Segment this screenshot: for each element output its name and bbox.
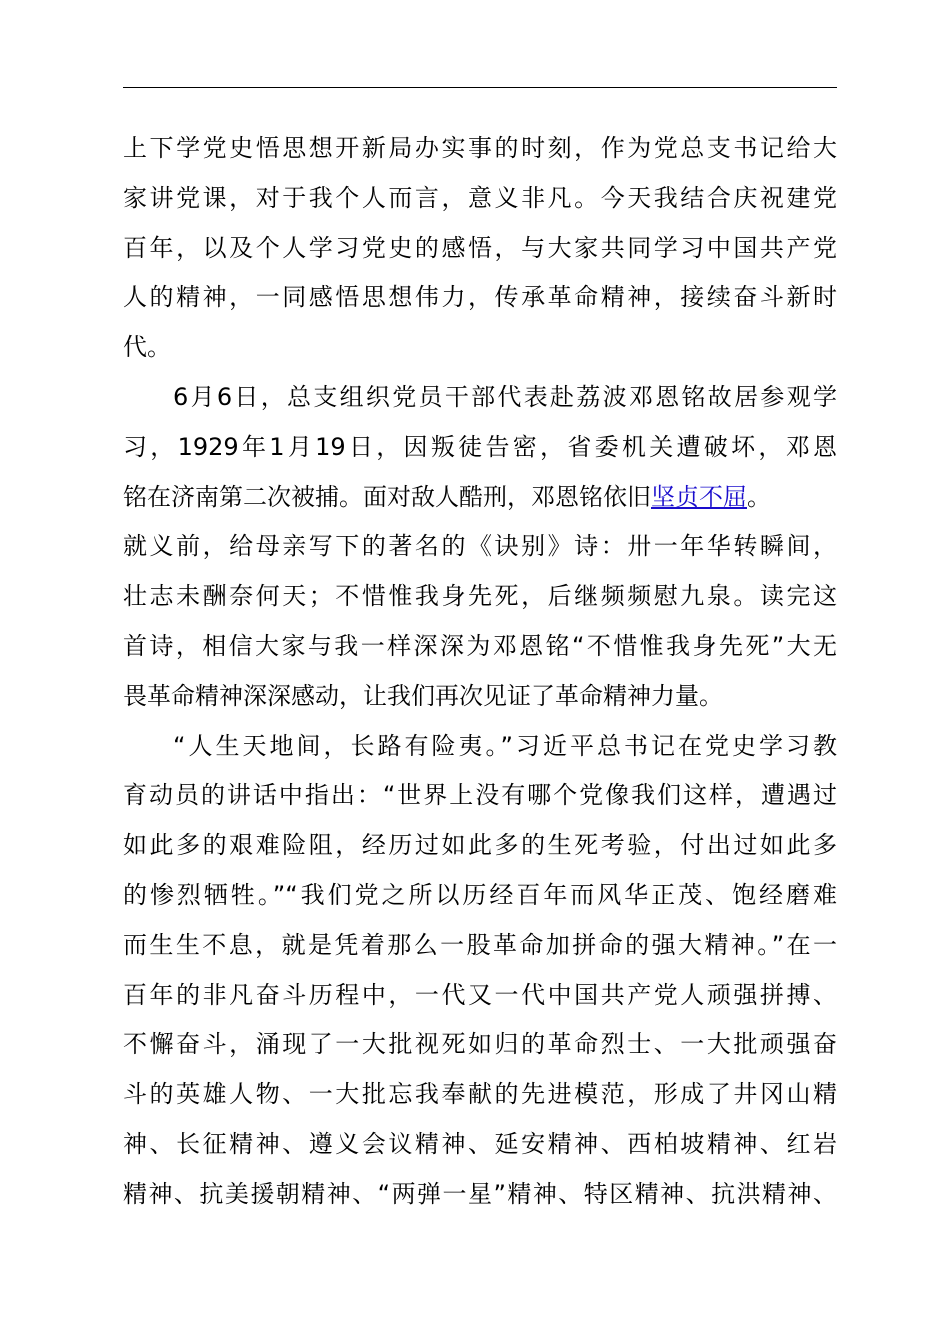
text-line: 百年的非凡奋斗历程中，一代又一代中国共产党人顽强拼搏、 xyxy=(123,980,837,1009)
text-segment: 铭在济南第二次被捕。面对敌人酷刑，邓恩铭依旧 xyxy=(123,482,651,511)
text-line: 斗的英雄人物、一大批忘我奉献的先进模范，形成了井冈山精 xyxy=(123,1080,837,1109)
text-line: 代。 xyxy=(123,333,171,362)
paragraph-2 xyxy=(123,373,837,722)
text-line: 习，1929年1月19日，因叛徒告密，省委机关遭破坏，邓恩 xyxy=(123,432,837,461)
text-line: 的惨烈牺牲。”“我们党之所以历经百年而风华正茂、饱经磨难 xyxy=(123,880,837,909)
text-line: 畏革命精神深深感动，让我们再次见证了革命精神力量。 xyxy=(123,681,723,710)
text-line: 上下学党史悟思想开新局办实事的时刻，作为党总支书记给大 xyxy=(123,134,837,162)
text-segment: 。 xyxy=(747,482,771,511)
text-line: 6月6日，总支组织党员干部代表赴荔波邓恩铭故居参观学 xyxy=(173,382,837,411)
header-rule xyxy=(123,87,837,88)
text-line: 人的精神，一同感悟思想伟力，传承革命精神，接续奋斗新时 xyxy=(123,283,837,312)
text-line: 家讲党课，对于我个人而言，意义非凡。今天我结合庆祝建党 xyxy=(123,183,837,212)
text-line: 百年，以及个人学习党史的感悟，与大家共同学习中国共产党 xyxy=(123,233,837,262)
text-line: 如此多的艰难险阻，经历过如此多的生死考验，付出过如此多 xyxy=(123,831,837,860)
text-line: “人生天地间，长路有险夷。”习近平总书记在党史学习教 xyxy=(173,731,837,760)
paragraph-1 xyxy=(123,124,837,373)
text-line: 就义前，给母亲写下的著名的《诀别》诗：卅一年华转瞬间， xyxy=(123,532,837,561)
text-line xyxy=(123,473,837,523)
link-jianzhen-buqu[interactable]: 坚贞不屈 xyxy=(651,482,747,511)
text-line: 神、长征精神、遵义会议精神、延安精神、西柏坡精神、红岩 xyxy=(123,1129,837,1158)
text-line: 壮志未酬奈何天；不惜惟我身先死，后继频频慰九泉。读完这 xyxy=(123,582,837,611)
document-body xyxy=(123,124,837,1220)
text-line: 精神、抗美援朝精神、“两弹一星”精神、特区精神、抗洪精神、 xyxy=(123,1179,837,1208)
text-line: 而生生不息，就是凭着那么一股革命加拼命的强大精神。”在一 xyxy=(123,930,837,959)
paragraph-3 xyxy=(123,722,837,1220)
text-line: 育动员的讲话中指出：“世界上没有哪个党像我们这样，遭遇过 xyxy=(123,781,837,810)
text-line: 不懈奋斗，涌现了一大批视死如归的革命烈士、一大批顽强奋 xyxy=(123,1030,837,1059)
text-line: 首诗，相信大家与我一样深深为邓恩铭“不惜惟我身先死”大无 xyxy=(123,631,837,660)
